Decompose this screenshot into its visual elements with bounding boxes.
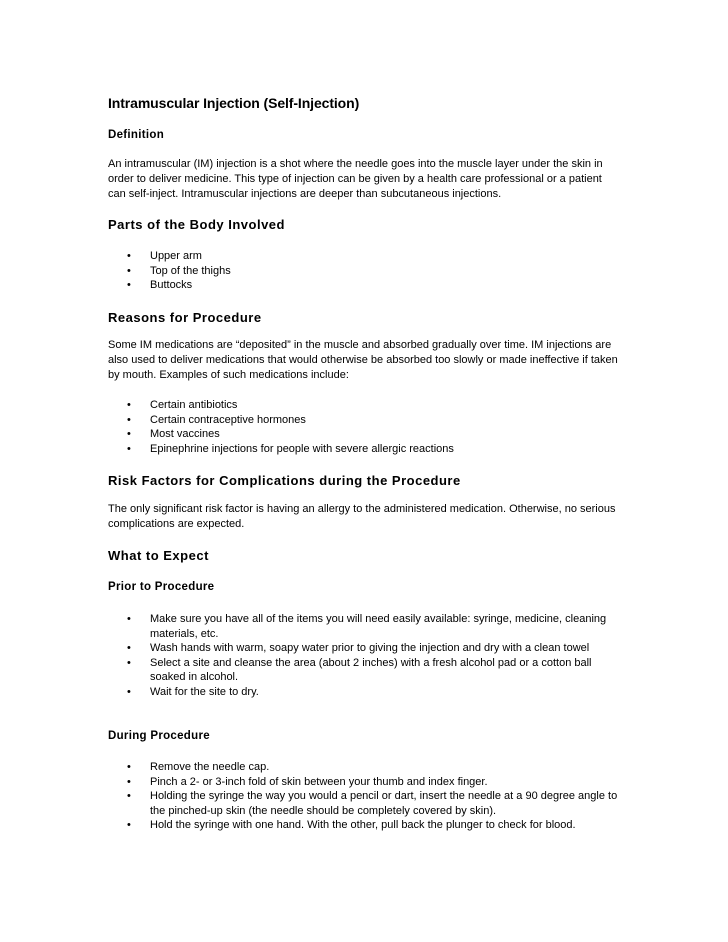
list-item: • Certain contraceptive hormones <box>127 413 306 426</box>
reasons-list <box>108 398 622 456</box>
risk-factors-text: The only significant risk factor is having an allergy to the administered medication. Otherwise, no serious complications are expected. <box>108 503 616 530</box>
bullet-icon: • <box>127 642 131 654</box>
prior-list <box>108 612 622 699</box>
prior-heading: Prior to Procedure <box>108 581 215 593</box>
list-item: • Hold the syringe with one hand. With the other, pull back the plunger to check for blood. <box>127 819 576 831</box>
bullet-icon: • <box>127 428 131 440</box>
list-item: • Holding the syringe the way you would a pencil or dart, insert the needle at a 90 degree angle to the pinched-up skin (the needle should be completely covered by skin). <box>127 790 618 817</box>
list-item: • Pinch a 2- or 3-inch fold of skin between your thumb and index finger. <box>127 775 488 788</box>
risk-factors-heading: Risk Factors for Complications during the Procedure <box>108 473 461 488</box>
reasons-heading: Reasons for Procedure <box>108 310 262 325</box>
bullet-icon: • <box>127 442 131 455</box>
bullet-icon: • <box>127 413 131 426</box>
list-item: • Wait for the site to dry. <box>127 685 259 698</box>
bullet-icon: • <box>127 685 131 698</box>
list-item: • Upper arm <box>127 250 202 262</box>
list-item: • Epinephrine injections for people with severe allergic reactions <box>127 442 454 455</box>
definition-heading: Definition <box>108 129 165 141</box>
list-item: • Certain antibiotics <box>127 399 238 411</box>
list-item: • Top of the thighs <box>127 264 231 277</box>
bullet-icon: • <box>127 761 131 773</box>
bullet-icon: • <box>127 790 131 802</box>
what-to-expect-heading: What to Expect <box>108 548 209 563</box>
body-parts-list <box>108 249 622 293</box>
bullet-icon: • <box>127 613 131 625</box>
bullet-icon: • <box>127 656 131 669</box>
list-item: • Buttocks <box>127 279 193 291</box>
bullet-icon: • <box>127 775 131 788</box>
definition-text: An intramuscular (IM) injection is a shot where the needle goes into the muscle layer under the skin in order to deliver medicine. This type of injection can be given by a health care professional or a patient can self-inject. Intramuscular injections are deeper than subcutaneous injections. <box>108 158 603 200</box>
body-parts-heading: Parts of the Body Involved <box>108 217 285 232</box>
list-item: • Select a site and cleanse the area (about 2 inches) with a fresh alcohol pad or a cotton ball soaked in alcohol. <box>127 656 592 683</box>
during-heading: During Procedure <box>108 730 210 742</box>
list-item: • Remove the needle cap. <box>127 761 270 773</box>
bullet-icon: • <box>127 250 131 262</box>
reasons-text: Some IM medications are “deposited” in the muscle and absorbed gradually over time. IM injections are also used to deliver medications that would otherwise be absorbed too slowly or made ineffective if taken by mouth. Examples of such medications include: <box>108 339 618 381</box>
document-title: Intramuscular Injection (Self-Injection) <box>108 95 360 111</box>
bullet-icon: • <box>127 399 131 411</box>
bullet-icon: • <box>127 264 131 277</box>
during-list <box>108 760 622 833</box>
list-item: • Wash hands with warm, soapy water prior to giving the injection and dry with a clean towel <box>127 642 590 654</box>
list-item: • Most vaccines <box>127 428 220 440</box>
bullet-icon: • <box>127 279 131 291</box>
bullet-icon: • <box>127 819 131 831</box>
list-item: • Make sure you have all of the items you will need easily available: syringe, medicine, cleaning materials, etc. <box>127 613 607 640</box>
